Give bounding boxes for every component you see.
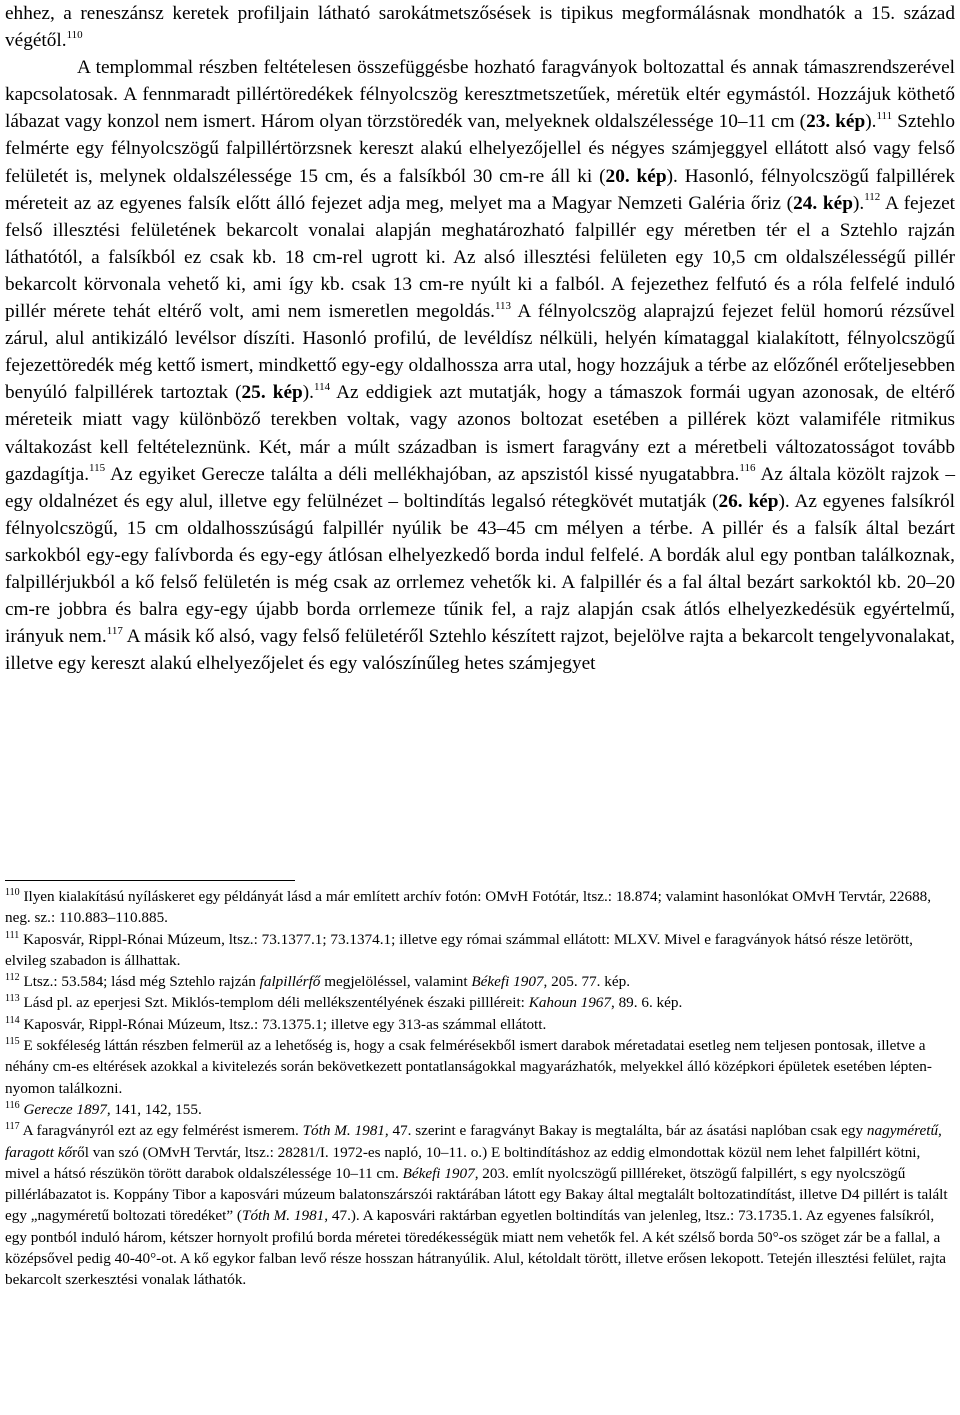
footnote-separator (5, 880, 295, 881)
footnote-115 (5, 1035, 953, 1099)
figure-ref-24[interactable]: 24. kép (793, 192, 853, 214)
footnote-text: megjelöléssel, valamint (320, 973, 472, 991)
footnote-ref-114[interactable]: 114 (314, 380, 331, 393)
text-run: A templommal részben feltételesen összefüggésbe hozható faragványok boltozattal és annak támaszrendszerével kapcsolatosak. A fennmaradt pillértöredékek félnyolcszög keresztmetszetűek, méretük eltér egymástól. Hozzájuk köthető lábazat vagy konzol nem ismert. Három olyan törzstöredék van, melyeknek oldalszélessége 10–11 cm ( (5, 57, 955, 133)
footnote-ref-115[interactable]: 115 (89, 462, 106, 475)
text-run: ehhez, a reneszánsz keretek profiljain látható sarokátmetszősések is tipikus megformálásnak mondhatók a 15. század végétől. (5, 3, 955, 52)
footnote-text: Kaposvár, Rippl-Rónai Múzeum, ltsz.: 73.1375.1; illetve egy 313-as számmal ellátott. (19, 1015, 547, 1033)
figure-ref-23[interactable]: 23. kép (806, 111, 866, 133)
text-run: Az eddigiek azt mutatják, hogy a támaszok formái ugyan azonosak, de eltérő méreteik miatt vagy különböző terekben voltak, vagy azonos boltozat esetében a pillérek közt valamiféle ritmikus váltakozást kell feltételeznünk. Két, már a múlt században is ismert faragvány ezt a méretbeli változatosságot tovább gazdagítja. (5, 382, 956, 485)
text-run: ). Hasonló, félnyolcszögű falpillérek méreteit az az egyenes falsík előtt álló fejezet adja meg, melyet ma a Magyar Nemzeti Galéria őriz ( (5, 165, 955, 214)
footnote-ref-113[interactable]: 113 (494, 299, 512, 312)
footnote-text: Ltsz.: 53.584; lásd még Sztehlo rajzán (19, 973, 260, 991)
footnote-text: A faragványról ezt az egy felmérést ismerem. (19, 1122, 303, 1140)
footnote-text: , 47.). A kaposvári raktárban egyetlen boltindítás van jelenleg, ltsz.: 73.1735.1. Az egyenes falsíkról, egy pontból induló három, kétszer hornyolt profilú borda méretei töredékességük miatt nem vehetők fel. A két szélső borda 50°-os szöget zár be a fallal, a középsővel pedig 40-40°-ot. A kő egykor falban levő része hosszan hátranyúlik. Alul, kétoldalt törött, illetve erősen lekopott. Tetején illesztési felület, rajta bekarcolt szerkesztési vonalak láthatók. (5, 1207, 947, 1289)
citation: Kahoun 1967 (528, 994, 611, 1012)
footnote-ref-117[interactable]: 117 (106, 624, 123, 637)
text-run: Az általa közölt rajzok – egy oldalnézet és egy alul, illetve egy felülnézet – boltindítás legalsó rétegkövét mutatják ( (5, 463, 955, 512)
citation: Tóth M. 1981 (302, 1122, 385, 1140)
text-run: Az egyiket Gerecze találta a déli mellékhajóban, az apszistól kissé nyugatabbra. (105, 463, 740, 485)
citation: Tóth M. 1981 (242, 1207, 325, 1225)
footnote-ref-111[interactable]: 111 (876, 109, 893, 122)
footnote-italic: nagyméretű, faragott kő (5, 1122, 942, 1161)
figure-ref-26[interactable]: 26. kép (718, 490, 779, 512)
footnote-number: 114 (5, 1014, 20, 1026)
footnote-text: , 205. 77. kép. (543, 973, 630, 991)
footnote-114 (5, 1014, 953, 1035)
footnote-number: 112 (5, 972, 20, 984)
footnote-ref-116[interactable]: 116 (739, 462, 756, 475)
figure-ref-20[interactable]: 20. kép (605, 165, 667, 187)
text-run: A félnyolcszög alaprajzú fejezet felül homorú rézsűvel zárul, alul antikizáló levélsor díszíti. Hasonló profilú, de levéldísz nélküli, helyén kímataggal kialakított, félnyolcszögű fejezettöredék még kettő ismert, mindkettő egy-egy oldalhossza arra utal, hogy hozzájuk a térbe az előzőnél erőteljesebben benyúló falpillérek tartoztak ( (5, 301, 955, 404)
footnote-text: ről van szó (OMvH Tervtár, ltsz.: 28281/I. 1972-es napló, 10–11. o.) E boltindításhoz az eddig elmondottak közül nem lehet falpillért kötni, mivel a hátsó részükön törött darabok oldalszélessége 10–11 cm. (5, 1143, 921, 1182)
footnote-number: 115 (5, 1036, 20, 1048)
text-run: Sztehlo felmérte egy félnyolcszögű falpillértörzsnek kereszt alakú elhelyezőjellel és négyes számjeggyel ellátott alsó vagy felső felületét is, melynek oldalszélessége 15 cm, és a falsíkból 30 cm-re áll ki ( (5, 111, 955, 187)
text-run: ). (865, 111, 877, 133)
paragraph-continuation (5, 0, 955, 54)
paragraph-vaulting (5, 54, 955, 677)
main-text (5, 0, 955, 677)
footnote-text: Kaposvár, Rippl-Rónai Múzeum, ltsz.: 73.1377.1; 73.1374.1; illetve egy római számmal ellátott: MLXV. Mivel e faragványok hátsó része letörött, elvileg szabadon is állhattak. (5, 930, 913, 969)
footnote-number: 113 (5, 993, 20, 1005)
footnote-117 (5, 1120, 953, 1290)
text-run: A fejezet felső illesztési felületének bekarcolt vonalai alapján meghatározható falpillér egy méretben tér el a Sztehlo rajzán láthatótól, a falsíkból ez csak kb. 18 cm-rel ugrott ki. Az alsó illesztési felületen egy 10,5 cm oldalszélességű pillér bekarcolt körvonala vehető ki, ami így kb. csak 13 cm-re nyúlt ki a falból. A fejezethez felfutó és a róla felfelé induló pillér mérete tehát eltérő volt, ami nem ismeretlen megoldás. (5, 192, 955, 323)
footnote-text: , 203. említ nyolcszögű pillléreket, ötszögű falpillért, s egy nyolcszögű pillérlábazatot is. Koppány Tibor a kaposvári múzeum balatonszárszói raktárában látott egy Bakay által megtalált boltozatindítást, illetve D4 pillért is talált egy „nagyméretű boltozati töredéket” ( (5, 1164, 948, 1225)
footnotes (5, 886, 953, 1291)
footnote-110 (5, 886, 953, 929)
citation: Békefi 1907 (471, 973, 544, 991)
footnote-113 (5, 992, 953, 1013)
footnote-number: 117 (5, 1121, 20, 1133)
footnote-ref-112[interactable]: 112 (864, 191, 881, 204)
footnote-text: , 141, 142, 155. (106, 1100, 202, 1118)
footnote-number: 116 (5, 1099, 20, 1111)
footnote-number: 110 (5, 886, 20, 898)
footnote-text: Lásd pl. az eperjesi Szt. Miklós-templom déli mellékszentélyének északi pillléreit: (19, 994, 529, 1012)
footnote-text: E sokféleség láttán részben felmerül az a lehetőség is, hogy a csak felmérésekből ismert darabok méretadatai esetleg nem teljesen pontosak, illetve a néhány cm-es eltérések azokkal a kivitelezés során bekövetkezett pontatlanságokkal magyarázhatók, melyekkel álló középkori épületek esetében lépten-nyomon találkozni. (5, 1037, 932, 1097)
footnote-text: , 47. szerint e faragványt Bakay is megtalálta, bár az ásatási naplóban csak egy (384, 1122, 867, 1140)
figure-ref-25[interactable]: 25. kép (241, 382, 303, 404)
footnote-text: , 89. 6. kép. (610, 994, 683, 1012)
text-run: ). Az egyenes falsíkról félnyolcszögű, 15 cm oldalhosszúságú falpillér nyúlik be 43–45 cm mélyen a térbe. A pillér és a falsík által bezárt sarkokból egy-egy falívborda és egy-egy átlósan elhelyezkedő borda indul felfelé. A bordák alul egy pontban találkoznak, falpillérjukból a kő felső felületén is még csak az orrlemez vehetők ki. A falpillér és a fal által bezárt sarkoktól kb. 20–20 cm-re jobbra és balra egy-egy újabb borda orrlemeze tűnik fel, a rajz alapján csak átlós elhelyezkedésük egyértelmű, irányuk nem. (5, 490, 955, 648)
citation: Békefi 1907 (402, 1164, 475, 1182)
footnote-112 (5, 971, 953, 992)
citation: Gerecze 1897 (23, 1100, 107, 1118)
footnote-number: 111 (5, 929, 20, 941)
text-run: A másik kő alsó, vagy felső felületéről Sztehlo készített rajzot, bejelölve rajta a bekarcolt tengelyvonalakat, illetve egy kereszt alakú elhelyezőjelet és egy valószínűleg hetes számjegyet (5, 626, 955, 675)
footnote-text: Ilyen kialakítású nyíláskeret egy példányát lásd a már említett archív fotón: OMvH Fotótár, ltsz.: 18.874; valamint hasonlókat OMvH Tervtár, 22688, neg. sz.: 110.883–110.885. (5, 888, 932, 927)
footnote-111 (5, 929, 953, 972)
footnote-italic: falpillérfő (259, 973, 321, 991)
text-run: ). (852, 192, 865, 214)
text-run: ). (302, 382, 314, 404)
footnote-116 (5, 1099, 953, 1120)
footnote-ref-110[interactable]: 110 (66, 28, 83, 41)
